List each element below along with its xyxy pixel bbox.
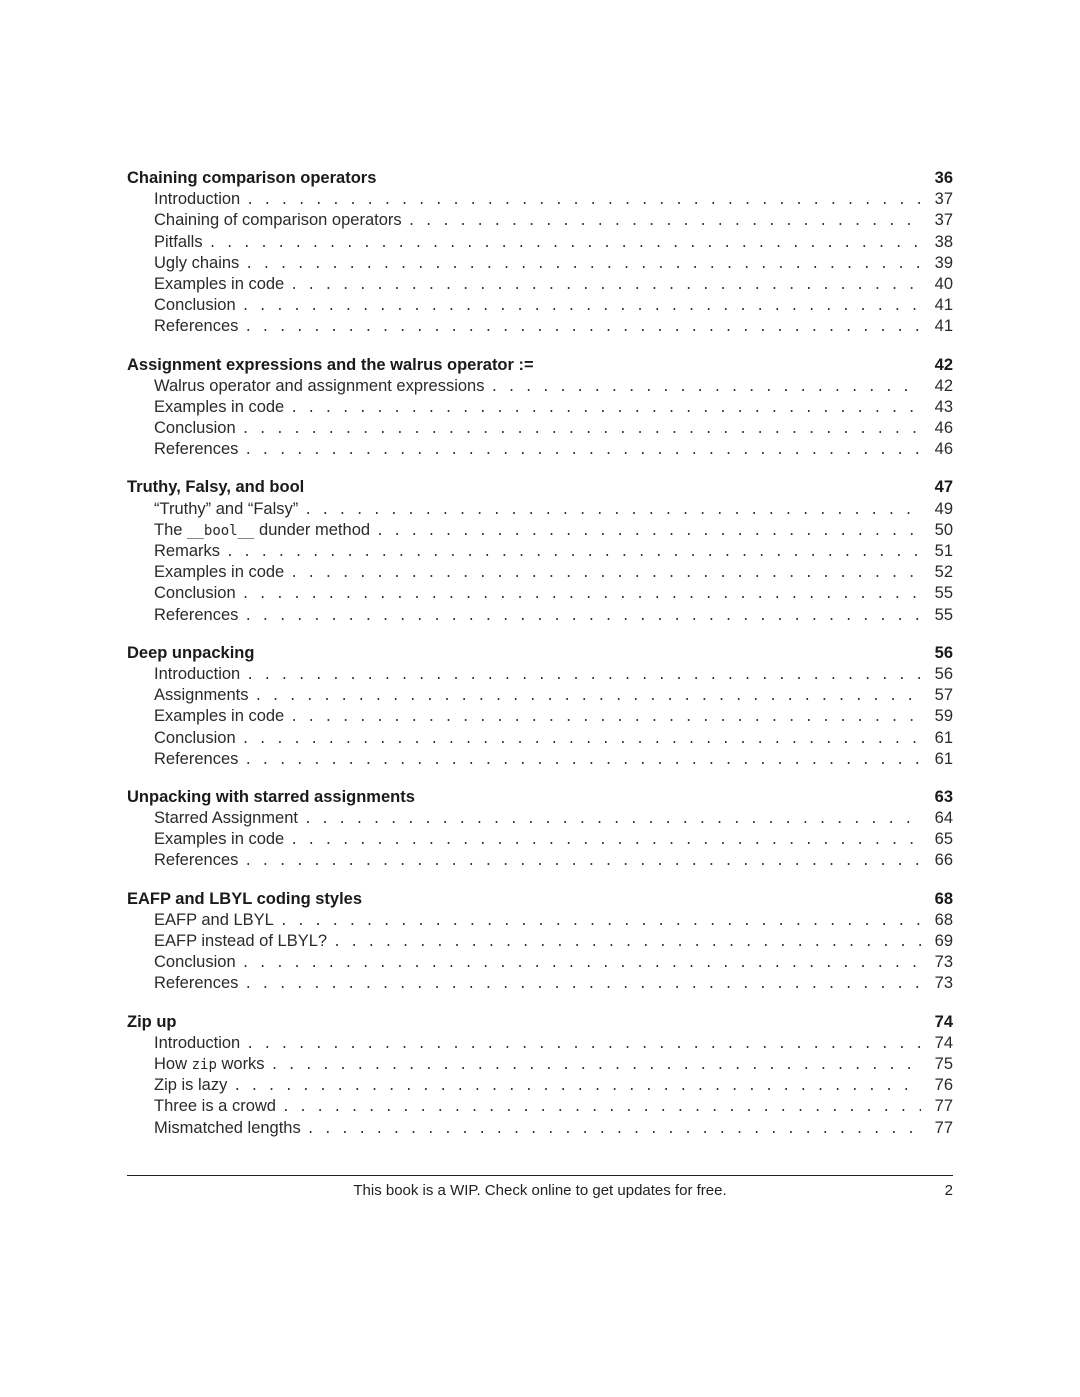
section-title-text-suffix: dunder method	[254, 520, 371, 539]
chapter-heading[interactable]	[127, 643, 953, 664]
section-title-text: EAFP and LBYL	[154, 910, 274, 929]
toc-section[interactable]	[127, 210, 953, 231]
toc-chapter	[127, 168, 953, 338]
section-title-text: Examples in code	[154, 563, 285, 582]
section-page-number: 77	[934, 1097, 953, 1116]
section-page-number: 37	[934, 211, 953, 230]
section-title-text: References	[154, 440, 239, 459]
toc-section[interactable]	[127, 1096, 953, 1117]
dot-leader	[242, 584, 921, 605]
dot-leader	[376, 521, 921, 542]
chapter-page-number: 36	[934, 169, 953, 187]
dot-leader	[244, 440, 921, 461]
chapter-title: Truthy, Falsy, and bool	[127, 478, 305, 497]
footer-notice: This book is a WIP. Check online to get updates for free.	[353, 1182, 727, 1199]
dot-leader	[307, 1119, 921, 1140]
dot-leader	[290, 707, 921, 728]
section-title	[154, 397, 284, 418]
section-page-number: 73	[934, 974, 953, 993]
dot-leader	[408, 211, 921, 232]
section-title-text: How	[154, 1054, 192, 1073]
section-page-number: 41	[934, 296, 953, 315]
dot-leader	[290, 398, 921, 419]
section-title	[154, 1075, 227, 1096]
toc-chapter	[127, 787, 953, 872]
section-title-text: References	[154, 974, 239, 993]
toc-section[interactable]	[127, 1054, 953, 1075]
section-title-text: Mismatched lengths	[154, 1118, 301, 1137]
footer-divider	[127, 1175, 953, 1176]
section-title	[154, 541, 220, 562]
section-page-number: 76	[934, 1076, 953, 1095]
section-title-text: Examples in code	[154, 397, 285, 416]
section-title	[154, 910, 274, 931]
dot-leader	[226, 542, 921, 563]
toc-section[interactable]	[127, 829, 953, 850]
dot-leader	[244, 750, 921, 771]
section-title-text: Zip is lazy	[154, 1076, 228, 1095]
section-title-text: Pitfalls	[154, 232, 203, 251]
section-page-number: 46	[934, 440, 953, 459]
section-title-text: Conclusion	[154, 953, 236, 972]
chapter-page-number: 68	[934, 889, 953, 908]
section-title-text: Introduction	[154, 1033, 241, 1052]
chapter-heading[interactable]	[127, 168, 953, 189]
chapter-title: Zip up	[127, 1012, 177, 1031]
dot-leader	[244, 851, 921, 872]
dot-leader	[271, 1055, 921, 1076]
section-page-number: 74	[934, 1033, 953, 1052]
section-title-text: References	[154, 749, 239, 768]
section-title	[154, 808, 298, 829]
section-title-text: Examples in code	[154, 274, 285, 293]
section-title	[154, 499, 298, 520]
section-title-text: Conclusion	[154, 296, 236, 315]
toc-section[interactable]	[127, 706, 953, 727]
chapter-heading[interactable]	[127, 1012, 953, 1033]
chapter-page-number: 42	[934, 355, 953, 374]
section-title-text: Conclusion	[154, 728, 236, 747]
section-page-number: 68	[934, 910, 953, 929]
dot-leader	[246, 1034, 921, 1055]
toc-section[interactable]	[127, 728, 953, 749]
dot-leader	[254, 686, 921, 707]
dot-leader	[244, 606, 921, 627]
toc-section[interactable]	[127, 189, 953, 210]
section-page-number: 73	[934, 953, 953, 972]
toc-chapter	[127, 889, 953, 995]
toc-section[interactable]	[127, 952, 953, 973]
chapter-title: Assignment expressions and the walrus operator :=	[127, 355, 534, 374]
section-page-number: 41	[934, 317, 953, 336]
section-title-code: __bool__	[187, 522, 255, 539]
toc-section[interactable]	[127, 973, 953, 994]
toc-section[interactable]	[127, 808, 953, 829]
section-title-text: Examples in code	[154, 830, 285, 849]
dot-leader	[242, 419, 921, 440]
section-title	[154, 829, 284, 850]
section-title	[154, 728, 236, 749]
chapter-heading[interactable]	[127, 889, 953, 910]
section-page-number: 50	[934, 520, 953, 539]
section-title	[154, 1096, 276, 1117]
dot-leader	[280, 911, 921, 932]
chapter-page-number: 56	[934, 643, 953, 662]
section-title-text: Introduction	[154, 664, 241, 683]
section-title	[154, 1054, 265, 1076]
section-title	[154, 952, 236, 973]
section-page-number: 61	[934, 749, 953, 768]
toc-section[interactable]	[127, 850, 953, 871]
chapter-title: Chaining comparison operators	[127, 169, 377, 187]
section-title-text: Chaining of comparison operators	[154, 211, 402, 230]
section-title	[154, 706, 284, 727]
chapter-heading[interactable]	[127, 355, 953, 376]
section-title-text: Remarks	[154, 542, 221, 560]
toc-section[interactable]	[127, 418, 953, 439]
section-title	[154, 189, 240, 210]
section-page-number: 56	[934, 664, 953, 683]
section-title-text: Assignments	[154, 686, 249, 705]
dot-leader	[233, 1076, 921, 1097]
dot-leader	[244, 317, 921, 338]
dot-leader	[242, 729, 921, 750]
section-page-number: 39	[934, 253, 953, 272]
section-title	[154, 931, 327, 952]
section-page-number: 75	[934, 1054, 953, 1073]
section-title	[154, 520, 370, 542]
toc-section[interactable]	[127, 541, 953, 562]
section-title	[154, 562, 284, 583]
section-title	[154, 664, 240, 685]
chapter-title: Deep unpacking	[127, 643, 255, 662]
section-title-text: Three is a crowd	[154, 1097, 276, 1116]
section-page-number: 64	[934, 809, 953, 828]
section-title	[154, 274, 284, 295]
section-title-text: Examples in code	[154, 707, 285, 726]
section-page-number: 43	[934, 397, 953, 416]
toc-chapter	[127, 643, 953, 770]
dot-leader	[245, 254, 921, 275]
toc-section[interactable]	[127, 1033, 953, 1054]
dot-leader	[290, 275, 921, 296]
section-title	[154, 418, 236, 439]
section-title	[154, 295, 236, 316]
section-page-number: 46	[934, 419, 953, 438]
toc-section[interactable]	[127, 1118, 953, 1139]
toc-chapter	[127, 1012, 953, 1139]
section-title-text-suffix: works	[216, 1054, 265, 1073]
toc-section[interactable]	[127, 439, 953, 460]
section-title-code: zip	[191, 1056, 217, 1073]
section-title	[154, 439, 238, 460]
dot-leader	[290, 563, 921, 584]
section-title-text: References	[154, 605, 239, 624]
toc-section[interactable]	[127, 583, 953, 604]
section-page-number: 52	[934, 563, 953, 582]
section-title-text: Starred Assignment	[154, 809, 298, 828]
chapter-page-number: 47	[934, 478, 953, 497]
section-title	[154, 1118, 301, 1139]
section-page-number: 42	[934, 376, 953, 395]
section-page-number: 57	[934, 686, 953, 705]
toc-section[interactable]	[127, 274, 953, 295]
section-title-text: Walrus operator and assignment expressions	[154, 376, 485, 395]
section-page-number: 49	[934, 499, 953, 518]
section-page-number: 66	[934, 851, 953, 870]
section-title-text: Conclusion	[154, 419, 236, 438]
section-page-number: 55	[934, 605, 953, 624]
dot-leader	[333, 932, 921, 953]
section-title	[154, 1033, 240, 1054]
toc-section[interactable]	[127, 295, 953, 316]
toc-section[interactable]	[127, 520, 953, 541]
section-title-text: EAFP instead of LBYL?	[154, 932, 328, 950]
toc-section[interactable]	[127, 931, 953, 952]
section-page-number: 65	[934, 830, 953, 849]
footer-page-number: 2	[944, 1182, 953, 1199]
section-page-number: 51	[934, 542, 953, 560]
toc-section[interactable]	[127, 316, 953, 337]
toc-section[interactable]	[127, 749, 953, 770]
dot-leader	[490, 377, 921, 398]
section-title-text: The	[154, 520, 188, 539]
chapter-page-number: 74	[934, 1012, 953, 1031]
section-title-text: Ugly chains	[154, 253, 240, 272]
dot-leader	[304, 809, 921, 830]
chapter-heading[interactable]	[127, 477, 953, 498]
section-title-text: Conclusion	[154, 584, 236, 603]
section-title	[154, 376, 484, 397]
dot-leader	[246, 190, 921, 211]
toc-section[interactable]	[127, 910, 953, 931]
section-title	[154, 316, 238, 337]
section-title-text: Introduction	[154, 190, 241, 209]
section-title-text: “Truthy” and “Falsy”	[154, 499, 299, 518]
section-title	[154, 850, 238, 871]
section-title	[154, 210, 402, 231]
chapter-heading[interactable]	[127, 787, 953, 808]
section-page-number: 69	[934, 932, 953, 950]
dot-leader	[282, 1097, 921, 1118]
toc-section[interactable]	[127, 685, 953, 706]
toc-chapter	[127, 477, 953, 625]
chapter-title: Unpacking with starred assignments	[127, 787, 415, 806]
section-title	[154, 253, 239, 274]
section-title	[154, 232, 203, 253]
section-title	[154, 605, 238, 626]
section-page-number: 55	[934, 584, 953, 603]
section-page-number: 77	[934, 1118, 953, 1137]
section-page-number: 38	[934, 232, 953, 251]
dot-leader	[244, 974, 921, 995]
section-title	[154, 749, 238, 770]
toc-section[interactable]	[127, 562, 953, 583]
dot-leader	[242, 953, 921, 974]
toc-section[interactable]	[127, 232, 953, 253]
section-title	[154, 685, 248, 706]
dot-leader	[290, 830, 921, 851]
section-page-number: 61	[934, 728, 953, 747]
dot-leader	[242, 296, 921, 317]
toc-section[interactable]	[127, 376, 953, 397]
section-title	[154, 973, 238, 994]
dot-leader	[304, 500, 921, 521]
toc-section[interactable]	[127, 397, 953, 418]
section-page-number: 40	[934, 274, 953, 293]
dot-leader	[246, 665, 921, 686]
section-title-text: References	[154, 317, 239, 336]
toc-section[interactable]	[127, 605, 953, 626]
chapter-title: EAFP and LBYL coding styles	[127, 889, 363, 908]
toc-chapter	[127, 355, 953, 461]
toc-section[interactable]	[127, 1075, 953, 1096]
section-title	[154, 583, 236, 604]
dot-leader	[209, 233, 921, 254]
section-page-number: 37	[934, 190, 953, 209]
toc-section[interactable]	[127, 499, 953, 520]
toc-section[interactable]	[127, 253, 953, 274]
section-title-text: References	[154, 851, 239, 870]
toc-section[interactable]	[127, 664, 953, 685]
section-page-number: 59	[934, 707, 953, 726]
chapter-page-number: 63	[934, 787, 953, 806]
table-of-contents	[127, 168, 953, 1156]
